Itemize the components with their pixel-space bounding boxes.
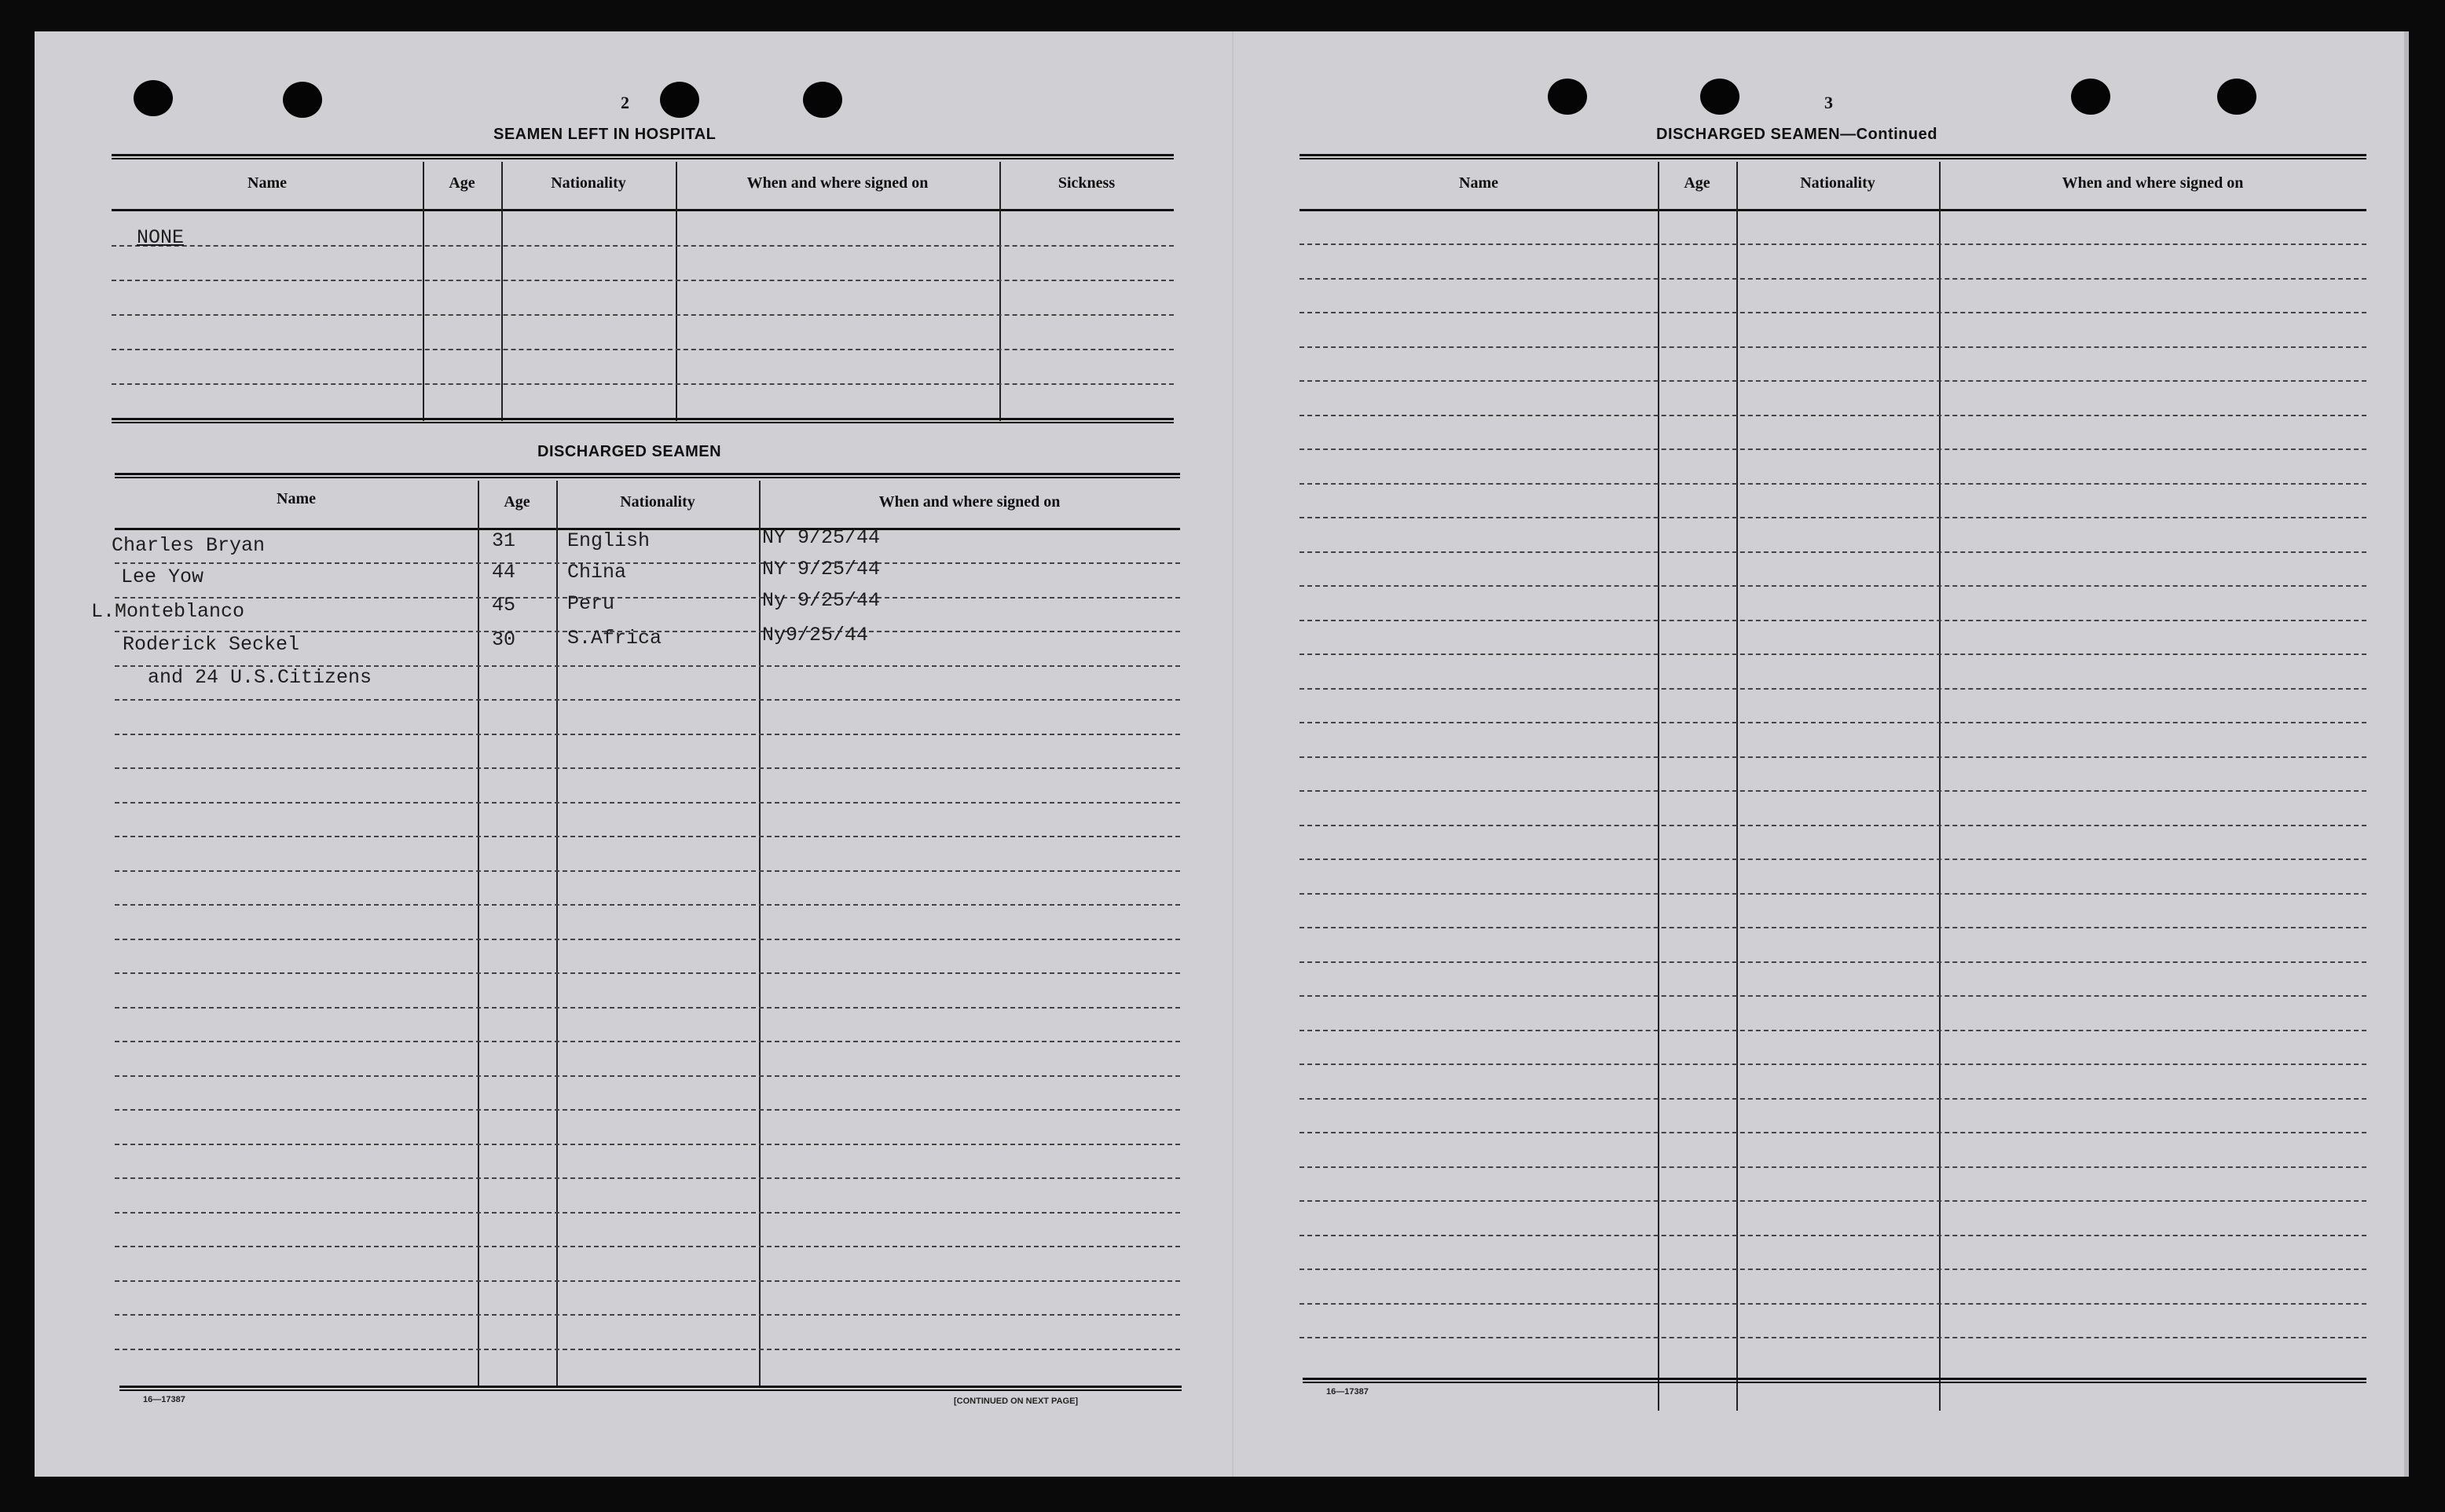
punch-hole	[134, 80, 173, 116]
column-divider	[759, 481, 761, 1387]
column-header-name: Name	[277, 490, 316, 507]
form-number: 16—17387	[1326, 1387, 1369, 1397]
row-line	[1299, 415, 2366, 416]
seaman-name: Charles Bryan	[112, 534, 266, 557]
row-line	[1299, 1030, 2366, 1031]
column-header-name: Name	[247, 174, 287, 192]
row-line	[1299, 1098, 2366, 1100]
row-line	[115, 972, 1180, 974]
row-line	[1299, 756, 2366, 758]
row-line	[1299, 483, 2366, 485]
row-line	[1299, 825, 2366, 826]
column-header-age: Age	[1684, 174, 1710, 192]
column-header-name: Name	[1459, 174, 1498, 192]
row-line	[115, 1075, 1180, 1077]
hospital-section-title: SEAMEN LEFT IN HOSPITAL	[493, 126, 717, 143]
row-line	[115, 1349, 1180, 1350]
row-line	[1299, 1200, 2366, 1202]
row-line	[1299, 790, 2366, 792]
row-line	[115, 1109, 1180, 1111]
seaman-name: Lee Yow	[121, 566, 204, 588]
column-divider	[676, 162, 677, 421]
row-line	[1299, 585, 2366, 587]
page-fold	[1232, 31, 1233, 1477]
row-line	[1299, 722, 2366, 723]
row-line	[1299, 1303, 2366, 1305]
row-line	[1299, 448, 2366, 450]
column-divider	[1658, 162, 1659, 1411]
discharged-continued-title: DISCHARGED SEAMEN—Continued	[1656, 126, 1937, 143]
row-line	[112, 383, 1174, 385]
row-line	[115, 870, 1180, 872]
row-line	[112, 314, 1174, 316]
row-line	[115, 1212, 1180, 1214]
row-line	[1299, 859, 2366, 860]
row-line	[1299, 620, 2366, 621]
row-line	[115, 767, 1180, 769]
discharged-section-title: DISCHARGED SEAMEN	[537, 443, 722, 460]
seaman-signed-on: NY 9/25/44	[762, 526, 881, 549]
row-line	[1299, 346, 2366, 348]
column-header-sickness: Sickness	[1058, 174, 1116, 192]
row-line	[1299, 961, 2366, 963]
seaman-age: 31	[492, 529, 516, 552]
row-line	[1299, 312, 2366, 313]
page-number: 3	[1824, 93, 1833, 112]
section-rule	[112, 418, 1174, 423]
row-line	[1299, 995, 2366, 997]
page-number: 2	[621, 93, 629, 112]
column-divider	[1736, 162, 1738, 1411]
column-divider	[501, 162, 503, 421]
row-line	[1299, 1235, 2366, 1236]
row-line	[115, 939, 1180, 940]
row-line	[115, 1246, 1180, 1247]
seaman-age: 44	[492, 561, 516, 584]
row-line	[1299, 243, 2366, 245]
row-line	[1299, 551, 2366, 553]
punch-hole	[2071, 79, 2110, 115]
row-line	[115, 1314, 1180, 1316]
seaman-nationality: English	[567, 529, 651, 552]
punch-hole	[1700, 79, 1739, 115]
row-line	[1299, 653, 2366, 655]
punch-hole	[803, 82, 842, 118]
row-line	[115, 836, 1180, 837]
citizens-note: and 24 U.S.Citizens	[148, 666, 372, 689]
row-line	[115, 1280, 1180, 1282]
hospital-entry: NONE	[137, 226, 185, 249]
row-line	[115, 1007, 1180, 1009]
column-divider	[423, 162, 424, 421]
row-line	[115, 734, 1180, 735]
seaman-name: Roderick Seckel	[123, 633, 300, 656]
column-header-nationality: Nationality	[1800, 174, 1875, 192]
row-line	[115, 1041, 1180, 1042]
seaman-name: L.Monteblanco	[91, 600, 245, 623]
section-rule	[115, 473, 1180, 478]
column-divider	[1939, 162, 1941, 1411]
row-line	[115, 904, 1180, 906]
column-header-age: Age	[504, 493, 530, 511]
punch-hole	[2217, 79, 2256, 115]
section-rule	[112, 154, 1174, 159]
row-line	[112, 349, 1174, 350]
punch-hole	[283, 82, 322, 118]
seaman-nationality: China	[567, 561, 627, 584]
row-line	[115, 1177, 1180, 1179]
seaman-nationality: S.Africa	[567, 627, 662, 650]
row-line	[115, 699, 1180, 701]
section-rule	[119, 1386, 1182, 1391]
row-line	[1299, 893, 2366, 895]
form-number: 16—17387	[143, 1395, 185, 1404]
row-line	[112, 280, 1174, 281]
row-line	[115, 597, 1180, 599]
seaman-signed-on: Ny9/25/44	[762, 624, 869, 646]
punch-hole	[660, 82, 699, 118]
header-rule	[112, 209, 1174, 211]
row-line	[115, 562, 1180, 564]
row-line	[1299, 278, 2366, 280]
row-line	[1299, 380, 2366, 382]
column-divider	[556, 481, 558, 1387]
row-line	[115, 802, 1180, 804]
punch-hole	[1548, 79, 1587, 115]
row-line	[1299, 1132, 2366, 1133]
column-header-signed-on: When and where signed on	[2062, 174, 2244, 192]
column-header-signed-on: When and where signed on	[746, 174, 929, 192]
continued-note: [CONTINUED ON NEXT PAGE]	[954, 1397, 1079, 1406]
column-divider	[478, 481, 479, 1387]
column-header-age: Age	[449, 174, 475, 192]
document-paper	[35, 31, 2409, 1477]
seaman-nationality: Peru	[567, 592, 615, 615]
seaman-signed-on: Ny 9/25/44	[762, 589, 881, 612]
row-line	[1299, 688, 2366, 690]
row-line	[1299, 517, 2366, 518]
row-line	[1299, 1166, 2366, 1168]
seaman-age: 30	[492, 628, 516, 651]
column-header-nationality: Nationality	[620, 493, 695, 511]
section-rule	[1299, 154, 2366, 159]
column-divider	[999, 162, 1001, 421]
column-header-signed-on: When and where signed on	[878, 493, 1061, 511]
row-line	[1299, 1337, 2366, 1338]
row-line	[112, 245, 1174, 247]
seaman-signed-on: NY 9/25/44	[762, 558, 881, 580]
header-rule	[1299, 209, 2366, 211]
row-line	[1299, 927, 2366, 928]
column-header-nationality: Nationality	[551, 174, 626, 192]
section-rule	[1303, 1378, 2366, 1383]
seaman-age: 45	[492, 594, 516, 617]
row-line	[115, 1144, 1180, 1145]
row-line	[1299, 1064, 2366, 1065]
row-line	[1299, 1269, 2366, 1270]
